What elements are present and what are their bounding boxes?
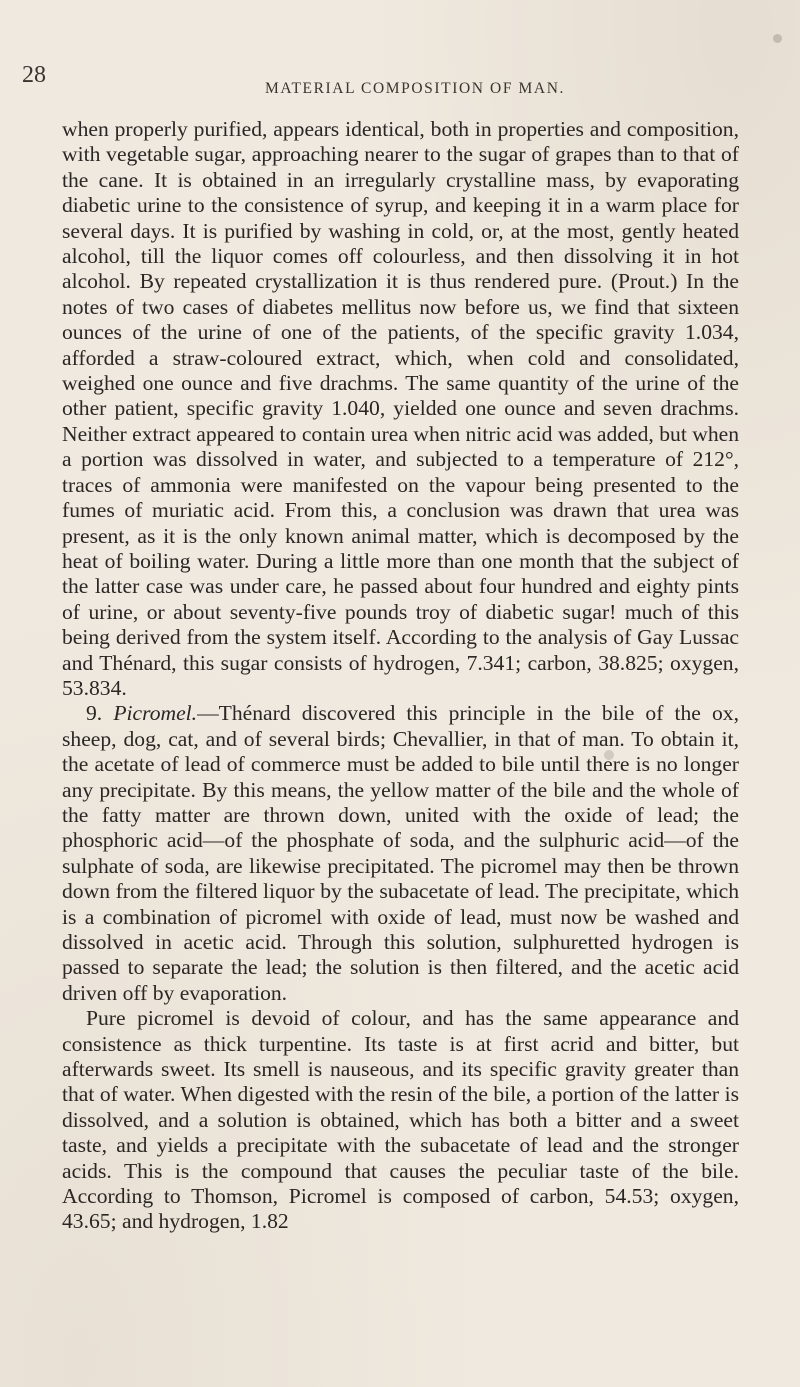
page-number: 28 — [22, 62, 46, 88]
paragraph-diabetic-sugar: when properly purified, appears identical, both in properties and composition, with vegetable sugar, approaching nearer to the sugar of grapes than to that of the cane. It is obtained in an irregularly crystalline mass, by evaporating diabetic urine to the consistence of syrup, and keeping it in a warm place for several days. It is purified by washing in cold, or, at the most, gently heated alcohol, till the liquor comes off colourless, and then dissolving it in hot alcohol. By repeated crystallization it is thus rendered pure. (Prout.) In the notes of two cases of diabetes mellitus now before us, we find that sixteen ounces of the urine of one of the patients, of the specific gravity 1.034, afforded a straw-coloured extract, which, when cold and consolidated, weighed one ounce and five drachms. The same quantity of the urine of the other patient, specific gravity 1.040, yielded one ounce and seven drachms. Neither extract appeared to contain urea when nitric acid was added, but when a portion was dissolved in water, and subjected to a temperature of 212°, traces of ammonia were manifested on the vapour being presented to the fumes of muriatic acid. From this, a conclusion was drawn that urea was present, as it is the only known animal matter, which is decomposed by the heat of boiling water. During a little more than one month that the subject of the latter case was under care, he passed about four hundred and eighty pints of urine, or about seventy-five pounds troy of diabetic sugar! much of this being derived from the system itself. According to the analysis of Gay Lussac and Thénard, this sugar consists of hydrogen, 7.341; carbon, 38.825; oxygen, 53.834. — [62, 117, 739, 700]
section-title-picromel: Picromel. — [113, 701, 198, 726]
paragraph-picromel-text: —Thénard discovered this principle in the bile of the ox, sheep, dog, cat, and of several birds; Chevallier, in that of man. To obtain it, the acetate of lead of commerce must be added to bile until there is no longer any precipitate. By this means, the yellow matter of the bile and the whole of the fatty matter are thrown down, united with the oxide of lead; the phosphoric acid—of the phosphate of soda, and the sulphuric acid—of the sulphate of soda, are likewise precipitated. The picromel may then be thrown down from the filtered liquor by the subacetate of lead. The precipitate, which is a combination of picromel with oxide of lead, must now be washed and dissolved in acetic acid. Through this solution, sulphuretted hydrogen is passed to separate the lead; the solution is then filtered, and the acetic acid driven off by evaporation. — [62, 701, 739, 1005]
running-title — [0, 80, 800, 98]
paragraph-picromel — [62, 701, 739, 1006]
paragraph-number: 9. — [86, 701, 103, 726]
ink-spot — [773, 34, 782, 43]
body-text — [62, 117, 739, 1235]
running-title-text: MATERIAL COMPOSITION OF MAN. — [265, 80, 565, 97]
paragraph-pure-picromel: Pure picromel is devoid of colour, and has the same appearance and consistence as thick turpentine. Its taste is at first acrid and bitter, but afterwards sweet. Its smell is nauseous, and its specific gravity greater than that of water. When digested with the resin of the bile, a portion of the latter is dissolved, and a solution is obtained, which has both a bitter and a sweet taste, and yields a precipitate with the subacetate of lead and the stronger acids. This is the compound that causes the peculiar taste of the bile. According to Thomson, Picromel is composed of carbon, 54.53; oxygen, 43.65; and hydrogen, 1.82 — [62, 1006, 739, 1234]
